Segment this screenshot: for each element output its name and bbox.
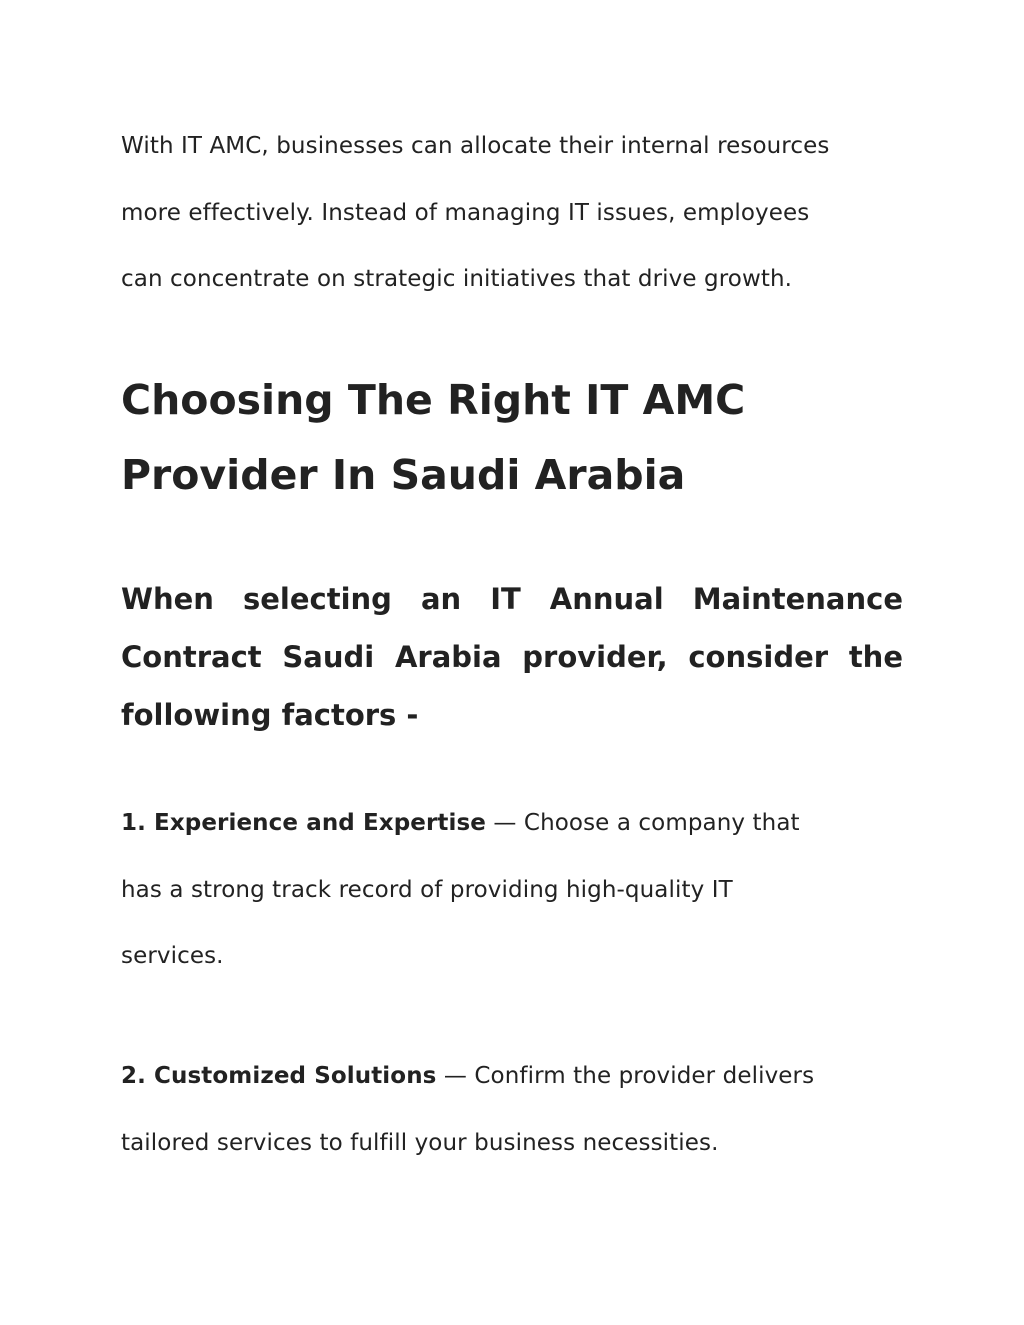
factor-1-line-3: services. [121,943,224,969]
intro-line-3: can concentrate on strategic initiatives that drive growth. [121,266,793,292]
intro-line-2: more effectively. Instead of managing IT issues, employees [121,199,810,226]
factor-item-2 [121,1043,903,1176]
section-heading-line-1: Choosing The Right IT AMC [121,376,746,424]
section-heading-line-2: Provider In Saudi Arabia [121,451,686,499]
factor-2-title: 2. Customized Solutions [121,1063,437,1089]
factor-1-title: 1. Experience and Expertise [121,810,486,836]
subheading: When selecting an IT Annual Maintenance Contract Saudi Arabia provider, consider the following factors - [121,582,903,732]
factor-item-1 [121,790,903,990]
section-heading [121,363,903,513]
factor-2-line-2: tailored services to fulfill your business necessities. [121,1129,719,1156]
factor-1-line-2: has a strong track record of providing high-quality IT [121,876,733,903]
factor-1-line-1-rest: — Choose a company that [485,810,800,836]
intro-paragraph [121,113,903,313]
factor-2-line-1-rest: — Confirm the provider delivers [436,1063,815,1089]
intro-line-1: With IT AMC, businesses can allocate their internal resources [121,133,830,159]
